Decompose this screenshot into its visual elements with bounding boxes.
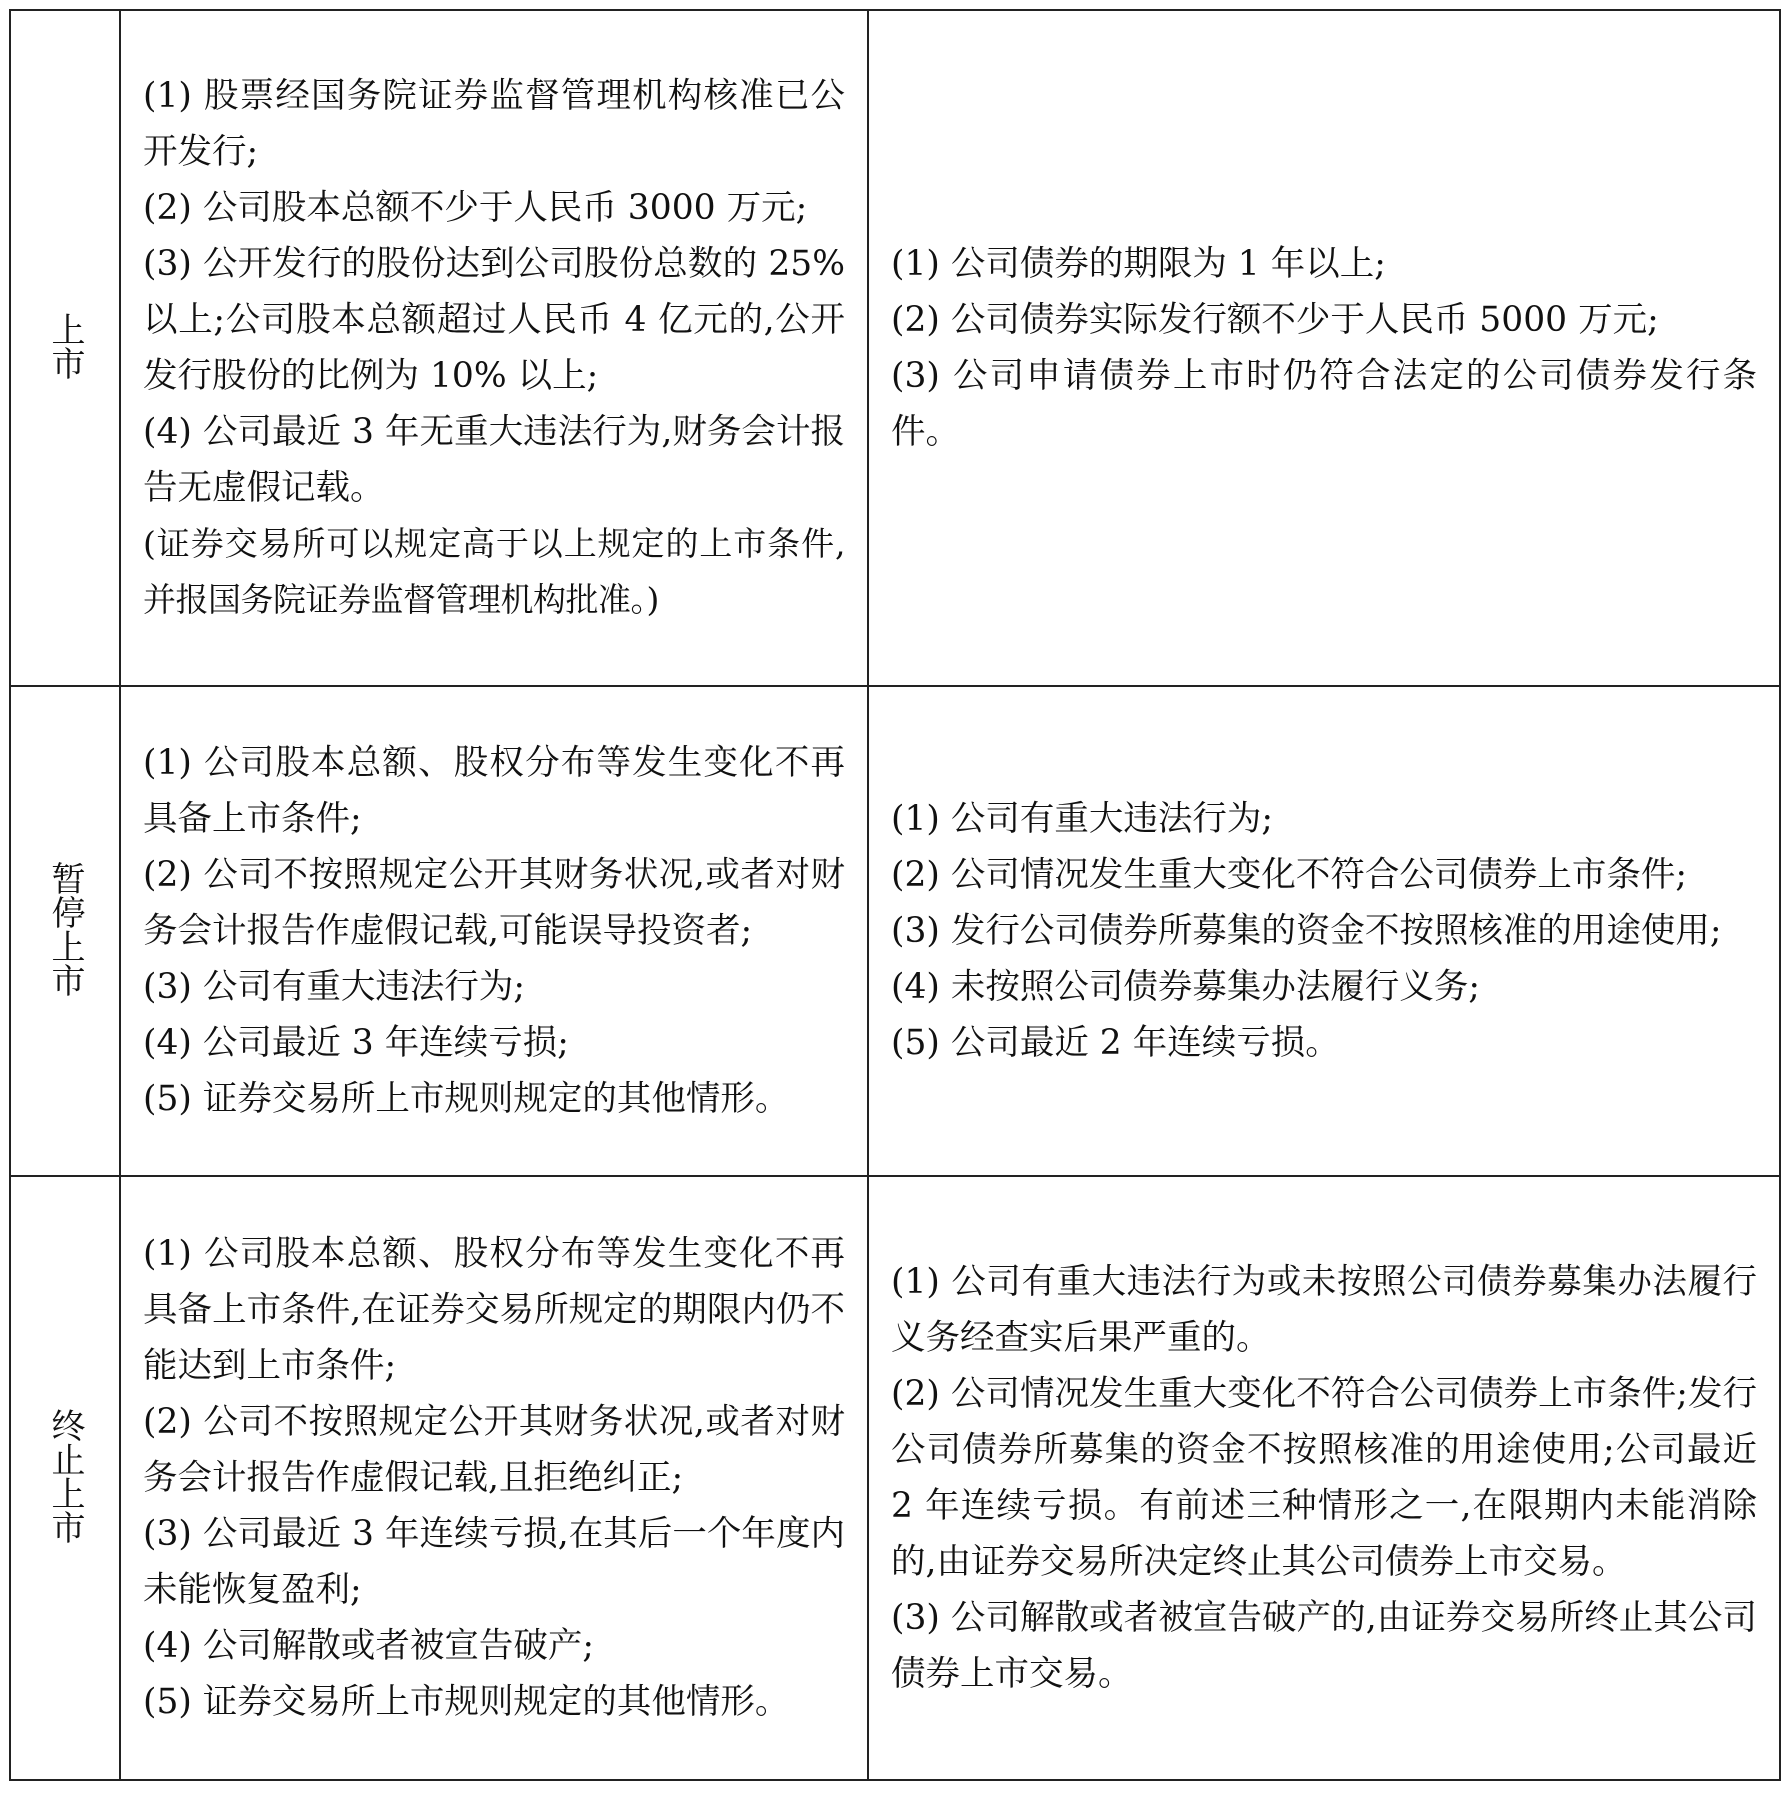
list-item: (5) 公司最近 2 年连续亏损。 xyxy=(891,1023,1340,1063)
bond-conditions-list xyxy=(891,791,1757,1071)
stock-conditions-cell xyxy=(120,10,868,686)
row-header-cell xyxy=(10,1176,120,1780)
bond-conditions-cell xyxy=(868,1176,1780,1780)
list-item: (2) 公司情况发生重大变化不符合公司债券上市条件;发行公司债券所募集的资金不按照核准的用途使用;公司最近 2 年连续亏损。有前述三种情形之一,在限期内未能消除的,由证券交易所决定终止其公司债券上市交易。 xyxy=(891,1374,1757,1582)
list-item: (5) 证券交易所上市规则规定的其他情形。 xyxy=(143,1079,790,1119)
table-row xyxy=(10,1176,1780,1780)
stock-conditions-list xyxy=(143,735,845,1127)
row-header-label: 上市 xyxy=(45,312,85,380)
list-item: (3) 公司最近 3 年连续亏损,在其后一个年度内未能恢复盈利; xyxy=(143,1514,845,1610)
list-item: (4) 公司最近 3 年无重大违法行为,财务会计报告无虚假记载。 xyxy=(143,412,845,508)
list-item: (3) 发行公司债券所募集的资金不按照核准的用途使用; xyxy=(891,911,1722,951)
bond-conditions-cell xyxy=(868,10,1780,686)
row-header-label: 终止上市 xyxy=(45,1408,85,1544)
stock-note: (证券交易所可以规定高于以上规定的上市条件,并报国务院证券监督管理机构批准。) xyxy=(143,524,845,619)
list-item: (5) 证券交易所上市规则规定的其他情形。 xyxy=(143,1682,790,1722)
row-header-cell xyxy=(10,10,120,686)
bond-conditions-list xyxy=(891,236,1757,460)
list-item: (1) 公司有重大违法行为; xyxy=(891,799,1273,839)
list-item: (4) 公司最近 3 年连续亏损; xyxy=(143,1023,569,1063)
stock-conditions-list xyxy=(143,68,845,628)
listing-conditions-table xyxy=(9,9,1781,1781)
row-header-label: 暂停上市 xyxy=(45,861,85,997)
list-item: (2) 公司不按照规定公开其财务状况,或者对财务会计报告作虚假记载,可能误导投资者; xyxy=(143,855,845,951)
list-item: (1) 公司债券的期限为 1 年以上; xyxy=(891,244,1386,284)
list-item: (2) 公司情况发生重大变化不符合公司债券上市条件; xyxy=(891,855,1687,895)
table-row xyxy=(10,686,1780,1176)
bond-conditions-list xyxy=(891,1254,1757,1702)
list-item: (2) 公司不按照规定公开其财务状况,或者对财务会计报告作虚假记载,且拒绝纠正; xyxy=(143,1402,845,1498)
list-item: (4) 公司解散或者被宣告破产; xyxy=(143,1626,594,1666)
table-row xyxy=(10,10,1780,686)
list-item: (2) 公司股本总额不少于人民币 3000 万元; xyxy=(143,188,808,228)
bond-conditions-cell xyxy=(868,686,1780,1176)
stock-conditions-cell xyxy=(120,1176,868,1780)
list-item: (3) 公开发行的股份达到公司股份总数的 25% 以上;公司股本总额超过人民币 4 亿元的,公开发行股份的比例为 10% 以上; xyxy=(143,244,845,396)
list-item: (1) 公司有重大违法行为或未按照公司债券募集办法履行义务经查实后果严重的。 xyxy=(891,1262,1757,1358)
row-header-cell xyxy=(10,686,120,1176)
list-item: (3) 公司申请债券上市时仍符合法定的公司债券发行条件。 xyxy=(891,356,1757,452)
list-item: (1) 股票经国务院证券监督管理机构核准已公开发行; xyxy=(143,76,845,172)
list-item: (1) 公司股本总额、股权分布等发生变化不再具备上市条件,在证券交易所规定的期限内仍不能达到上市条件; xyxy=(143,1234,845,1386)
list-item: (1) 公司股本总额、股权分布等发生变化不再具备上市条件; xyxy=(143,743,845,839)
stock-conditions-cell xyxy=(120,686,868,1176)
list-item: (2) 公司债券实际发行额不少于人民币 5000 万元; xyxy=(891,300,1659,340)
list-item: (3) 公司有重大违法行为; xyxy=(143,967,525,1007)
list-item: (3) 公司解散或者被宣告破产的,由证券交易所终止其公司债券上市交易。 xyxy=(891,1598,1757,1694)
stock-conditions-list xyxy=(143,1226,845,1730)
list-item: (4) 未按照公司债券募集办法履行义务; xyxy=(891,967,1480,1007)
